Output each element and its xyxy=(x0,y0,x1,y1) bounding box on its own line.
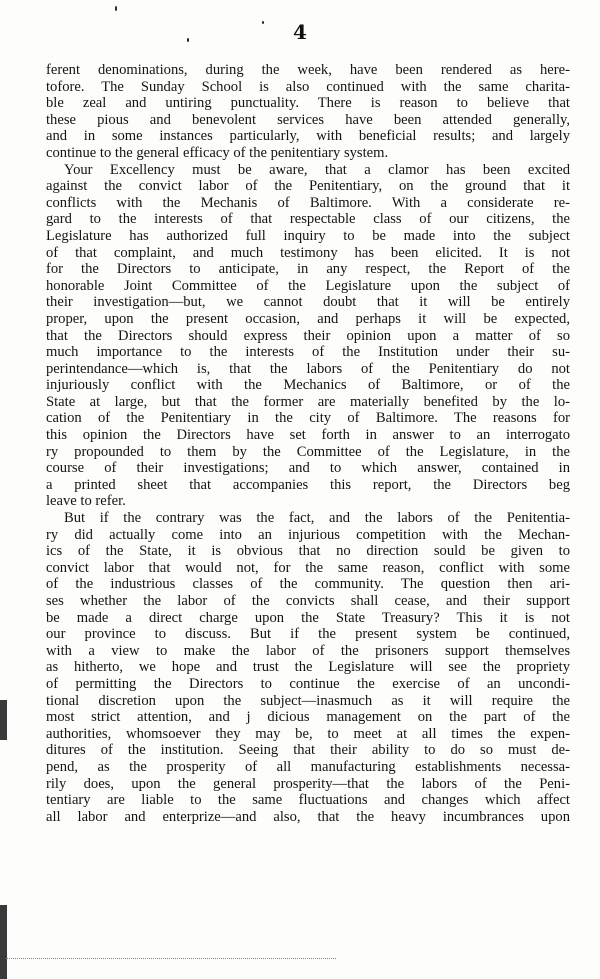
text-line: honorable Joint Committee of the Legislature upon the subject of xyxy=(46,277,570,294)
text-line: ferent denominations, during the week, have been rendered as here- xyxy=(46,62,570,78)
text-line: Legislature has authorized full inquiry to be made into the subject xyxy=(46,227,570,244)
text-line: of the industrious classes of the community. The question then ari- xyxy=(46,576,570,593)
text-line: of permitting the Directors to continue the exercise of an uncondi- xyxy=(46,675,570,692)
text-line: ics of the State, it is obvious that no direction sould be given to xyxy=(46,543,570,560)
text-line: pend, as the prosperity of all manufacturing establishments necessa- xyxy=(46,758,570,775)
text-line: of that complaint, and much testimony has been elicited. It is not xyxy=(46,244,570,261)
text-line: tional discretion upon the subject—inasmuch as it will require the xyxy=(46,692,570,709)
text-line: ry did actually come into an injurious competition with the Mechan- xyxy=(46,526,570,543)
text-line: perintendance—which is, that the labors of the Penitentiary do not xyxy=(46,360,570,377)
text-line: tofore. The Sunday School is also continued with the same charita- xyxy=(46,78,570,95)
text-line: much importance to the interests of the Institution under their su- xyxy=(46,344,570,361)
text-line: gard to the interests of that respectable class of our citizens, the xyxy=(46,211,570,228)
paragraph-start-line: Your Excellency must be aware, that a clamor has been excited xyxy=(64,161,570,178)
text-line: ble zeal and untiring punctuality. There is reason to believe that xyxy=(46,95,570,112)
text-line: and in some instances particularly, with beneficial results; and largely xyxy=(46,128,570,145)
text-line: ses whether the labor of the convicts shall cease, and their support xyxy=(46,593,570,609)
text-line: rily does, upon the general prosperity—that the labors of the Peni- xyxy=(46,775,570,792)
text-line: State at large, but that the former are materially benefited by the lo- xyxy=(46,393,570,410)
text-line: most strict attention, and j dicious management on the part of the xyxy=(46,709,570,726)
text-line: conflicts with the Mechanis of Baltimore. With a considerate re- xyxy=(46,194,570,211)
text-line: cation of the Penitentiary in the city of Baltimore. The reasons for xyxy=(46,410,570,427)
text-line: ry propounded to them by the Committee of the Legislature, in the xyxy=(46,443,570,460)
body-text xyxy=(46,62,570,825)
text-line: this opinion the Directors have set forth in answer to an interrogato xyxy=(46,427,570,444)
text-line: with a view to make the labor of the prisoners support themselves xyxy=(46,642,570,659)
text-line: authorities, whomsoever they may be, to meet at all times the expen- xyxy=(46,725,570,742)
text-line: a printed sheet that accompanies this report, the Directors beg xyxy=(46,476,570,493)
text-line: tentiary are liable to the same fluctuations and changes which affect xyxy=(46,792,570,809)
text-line: our province to discuss. But if the present system be continued, xyxy=(46,626,570,643)
ink-speck xyxy=(187,38,189,42)
text-line: their investigation—but, we cannot doubt that it will be entirely xyxy=(46,294,570,311)
text-line: injuriously conflict with the Mechanics of Baltimore, or of the xyxy=(46,377,570,394)
text-line: leave to refer. xyxy=(46,493,126,510)
ink-speck xyxy=(262,21,264,24)
text-line: for the Directors to anticipate, in any respect, the Report of the xyxy=(46,261,570,278)
text-line: be made a direct charge upon the State Treasury? This it is not xyxy=(46,609,570,626)
page-number: 4 xyxy=(293,20,307,44)
text-line: convict labor that would not, for the same reason, conflict with some xyxy=(46,559,570,576)
binding-edge-mark xyxy=(0,905,7,979)
text-line: course of their investigations; and to which answer, contained in xyxy=(46,460,570,477)
text-line: proper, upon the present occasion, and perhaps it will be expected, xyxy=(46,310,570,327)
text-line: continue to the general efficacy of the penitentiary system. xyxy=(46,144,389,161)
paragraph-start-line: But if the contrary was the fact, and the labors of the Penitentia- xyxy=(64,510,570,527)
text-line: these pious and benevolent services have been attended generally, xyxy=(46,111,570,128)
ink-speck xyxy=(115,6,117,11)
text-line: all labor and enterprize—and also, that the heavy incumbrances upon xyxy=(46,808,570,825)
text-line: that the Directors should express their opinion upon a matter of so xyxy=(46,327,570,344)
text-line: against the convict labor of the Penitentiary, on the ground that it xyxy=(46,178,570,195)
binding-edge-mark xyxy=(0,700,7,740)
scan-dotted-rule xyxy=(6,958,336,959)
text-line: as hitherto, we hope and trust the Legislature will see the propriety xyxy=(46,659,570,676)
text-line: ditures of the institution. Seeing that their ability to do so must de- xyxy=(46,742,570,759)
